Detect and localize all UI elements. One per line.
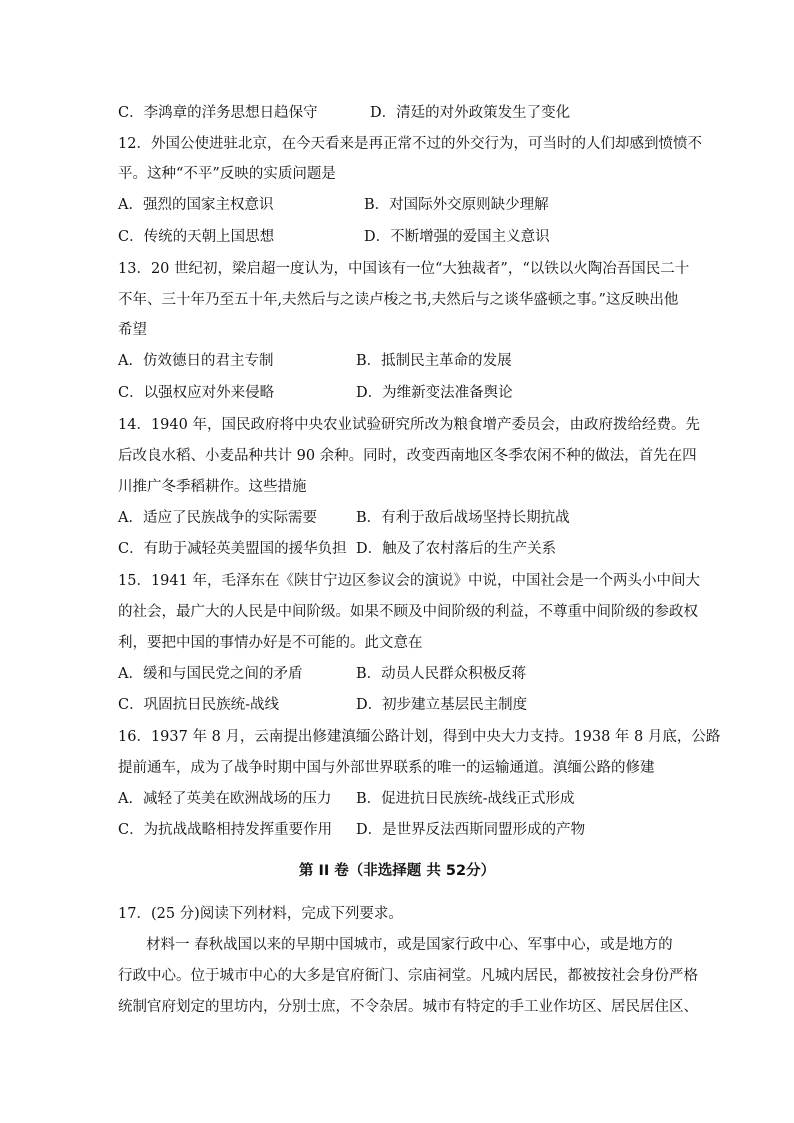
- q11-option-d: D．清廷的对外政策发生了变化: [370, 105, 571, 121]
- q17-material-line-2: 行政中心。位于城市中心的大多是官府衙门、宗庙祠堂。凡城内居民，都被按社会身份严格: [118, 968, 698, 984]
- q13-stem-line-2: 不年、三十年乃至五十年,夫然后与之读卢梭之书,夫然后与之谈华盛顿之事。”这反映出他: [118, 292, 679, 308]
- q15-stem-line-3: 利，要把中国的事情办好是不可能的。此文意在: [118, 635, 423, 651]
- q13-option-d: D．为维新变法准备舆论: [356, 385, 513, 401]
- q15-stem-line-1: 15．1941 年，毛泽东在《陕甘宁边区参议会的演说》中说，中国社会是一个两头小中间大: [118, 573, 700, 589]
- q12-stem-line-2: 平。这种“不平”反映的实质问题是: [118, 166, 336, 182]
- q17-stem: 17．(25 分)阅读下列材料，完成下列要求。: [118, 906, 403, 922]
- q14-option-d: D．触及了农村落后的生产关系: [356, 541, 557, 557]
- q13-stem-line-1: 13．20 世纪初，梁启超一度认为，中国该有一位“大独裁者”，“以铁以火陶冶吾国民二十: [118, 261, 690, 277]
- q13-option-c: C．以强权应对外来侵略: [118, 385, 275, 401]
- q15-option-a: A．缓和与国民党之间的矛盾: [118, 666, 303, 682]
- q14-stem-line-1: 14．1940 年，国民政府将中央农业试验研究所改为粮食增产委员会，由政府拨给经费。先: [118, 417, 700, 433]
- q16-stem-line-2: 提前通车，成为了战争时期中国与外部世界联系的唯一的运输通道。滇缅公路的修建: [118, 760, 655, 776]
- q14-option-c: C．有助于减轻英美盟国的援华负担: [118, 541, 347, 557]
- q14-option-a: A．适应了民族战争的实际需要: [118, 510, 317, 526]
- q15-option-b: B．动员人民群众积极反蒋: [356, 666, 527, 682]
- q14-stem-line-2: 后改良水稻、小麦品种共计 90 余种。同时，改变西南地区冬季农闲不种的做法，首先在四: [118, 448, 697, 464]
- q17-material-line-1: 材料一 春秋战国以来的早期中国城市，或是国家行政中心、军事中心，或是地方的: [146, 937, 673, 953]
- q16-option-d: D．是世界反法西斯同盟形成的产物: [356, 822, 586, 838]
- q14-option-b: B．有利于敌后战场坚持长期抗战: [356, 510, 570, 526]
- q12-option-b: B．对国际外交原则缺少理解: [364, 197, 549, 213]
- q13-stem-line-3: 希望: [118, 322, 147, 338]
- q16-option-b: B．促进抗日民族统-战线正式形成: [356, 791, 575, 807]
- q13-option-b: B．抵制民主革命的发展: [356, 353, 512, 369]
- q12-option-d: D．不断增强的爱国主义意识: [364, 229, 550, 245]
- section-2-title: 第 II 卷（非选择题 共 52分）: [298, 863, 496, 879]
- q15-option-d: D．初步建立基层民主制度: [356, 697, 528, 713]
- q12-option-c: C．传统的天朝上国思想: [118, 229, 275, 245]
- q16-option-a: A．减轻了英美在欧洲战场的压力: [118, 791, 332, 807]
- q16-option-c: C．为抗战战略相持发挥重要作用: [118, 822, 333, 838]
- q16-stem-line-1: 16．1937 年 8 月，云南提出修建滇缅公路计划，得到中央大力支持。1938 年 8 月底，公路: [118, 729, 721, 745]
- q12-stem-line-1: 12．外国公使进驻北京，在今天看来是再正常不过的外交行为，可当时的人们却感到愤愤不: [118, 136, 702, 152]
- q12-option-a: A．强烈的国家主权意识: [118, 197, 274, 213]
- q17-material-line-3: 统制官府划定的里坊内，分别士庶，不令杂居。城市有特定的手工业作坊区、居民居住区、: [118, 999, 698, 1015]
- q13-option-a: A．仿效德日的君主专制: [118, 353, 274, 369]
- q14-stem-line-3: 川推广冬季稻耕作。这些措施: [118, 479, 307, 495]
- q15-stem-line-2: 的社会，最广大的人民是中间阶级。如果不顾及中间阶级的利益，不尊重中间阶级的参政权: [118, 604, 698, 620]
- q15-option-c: C．巩固抗日民族统-战线: [118, 697, 279, 713]
- q11-option-c: C．李鸿章的洋务思想日趋保守: [118, 105, 318, 121]
